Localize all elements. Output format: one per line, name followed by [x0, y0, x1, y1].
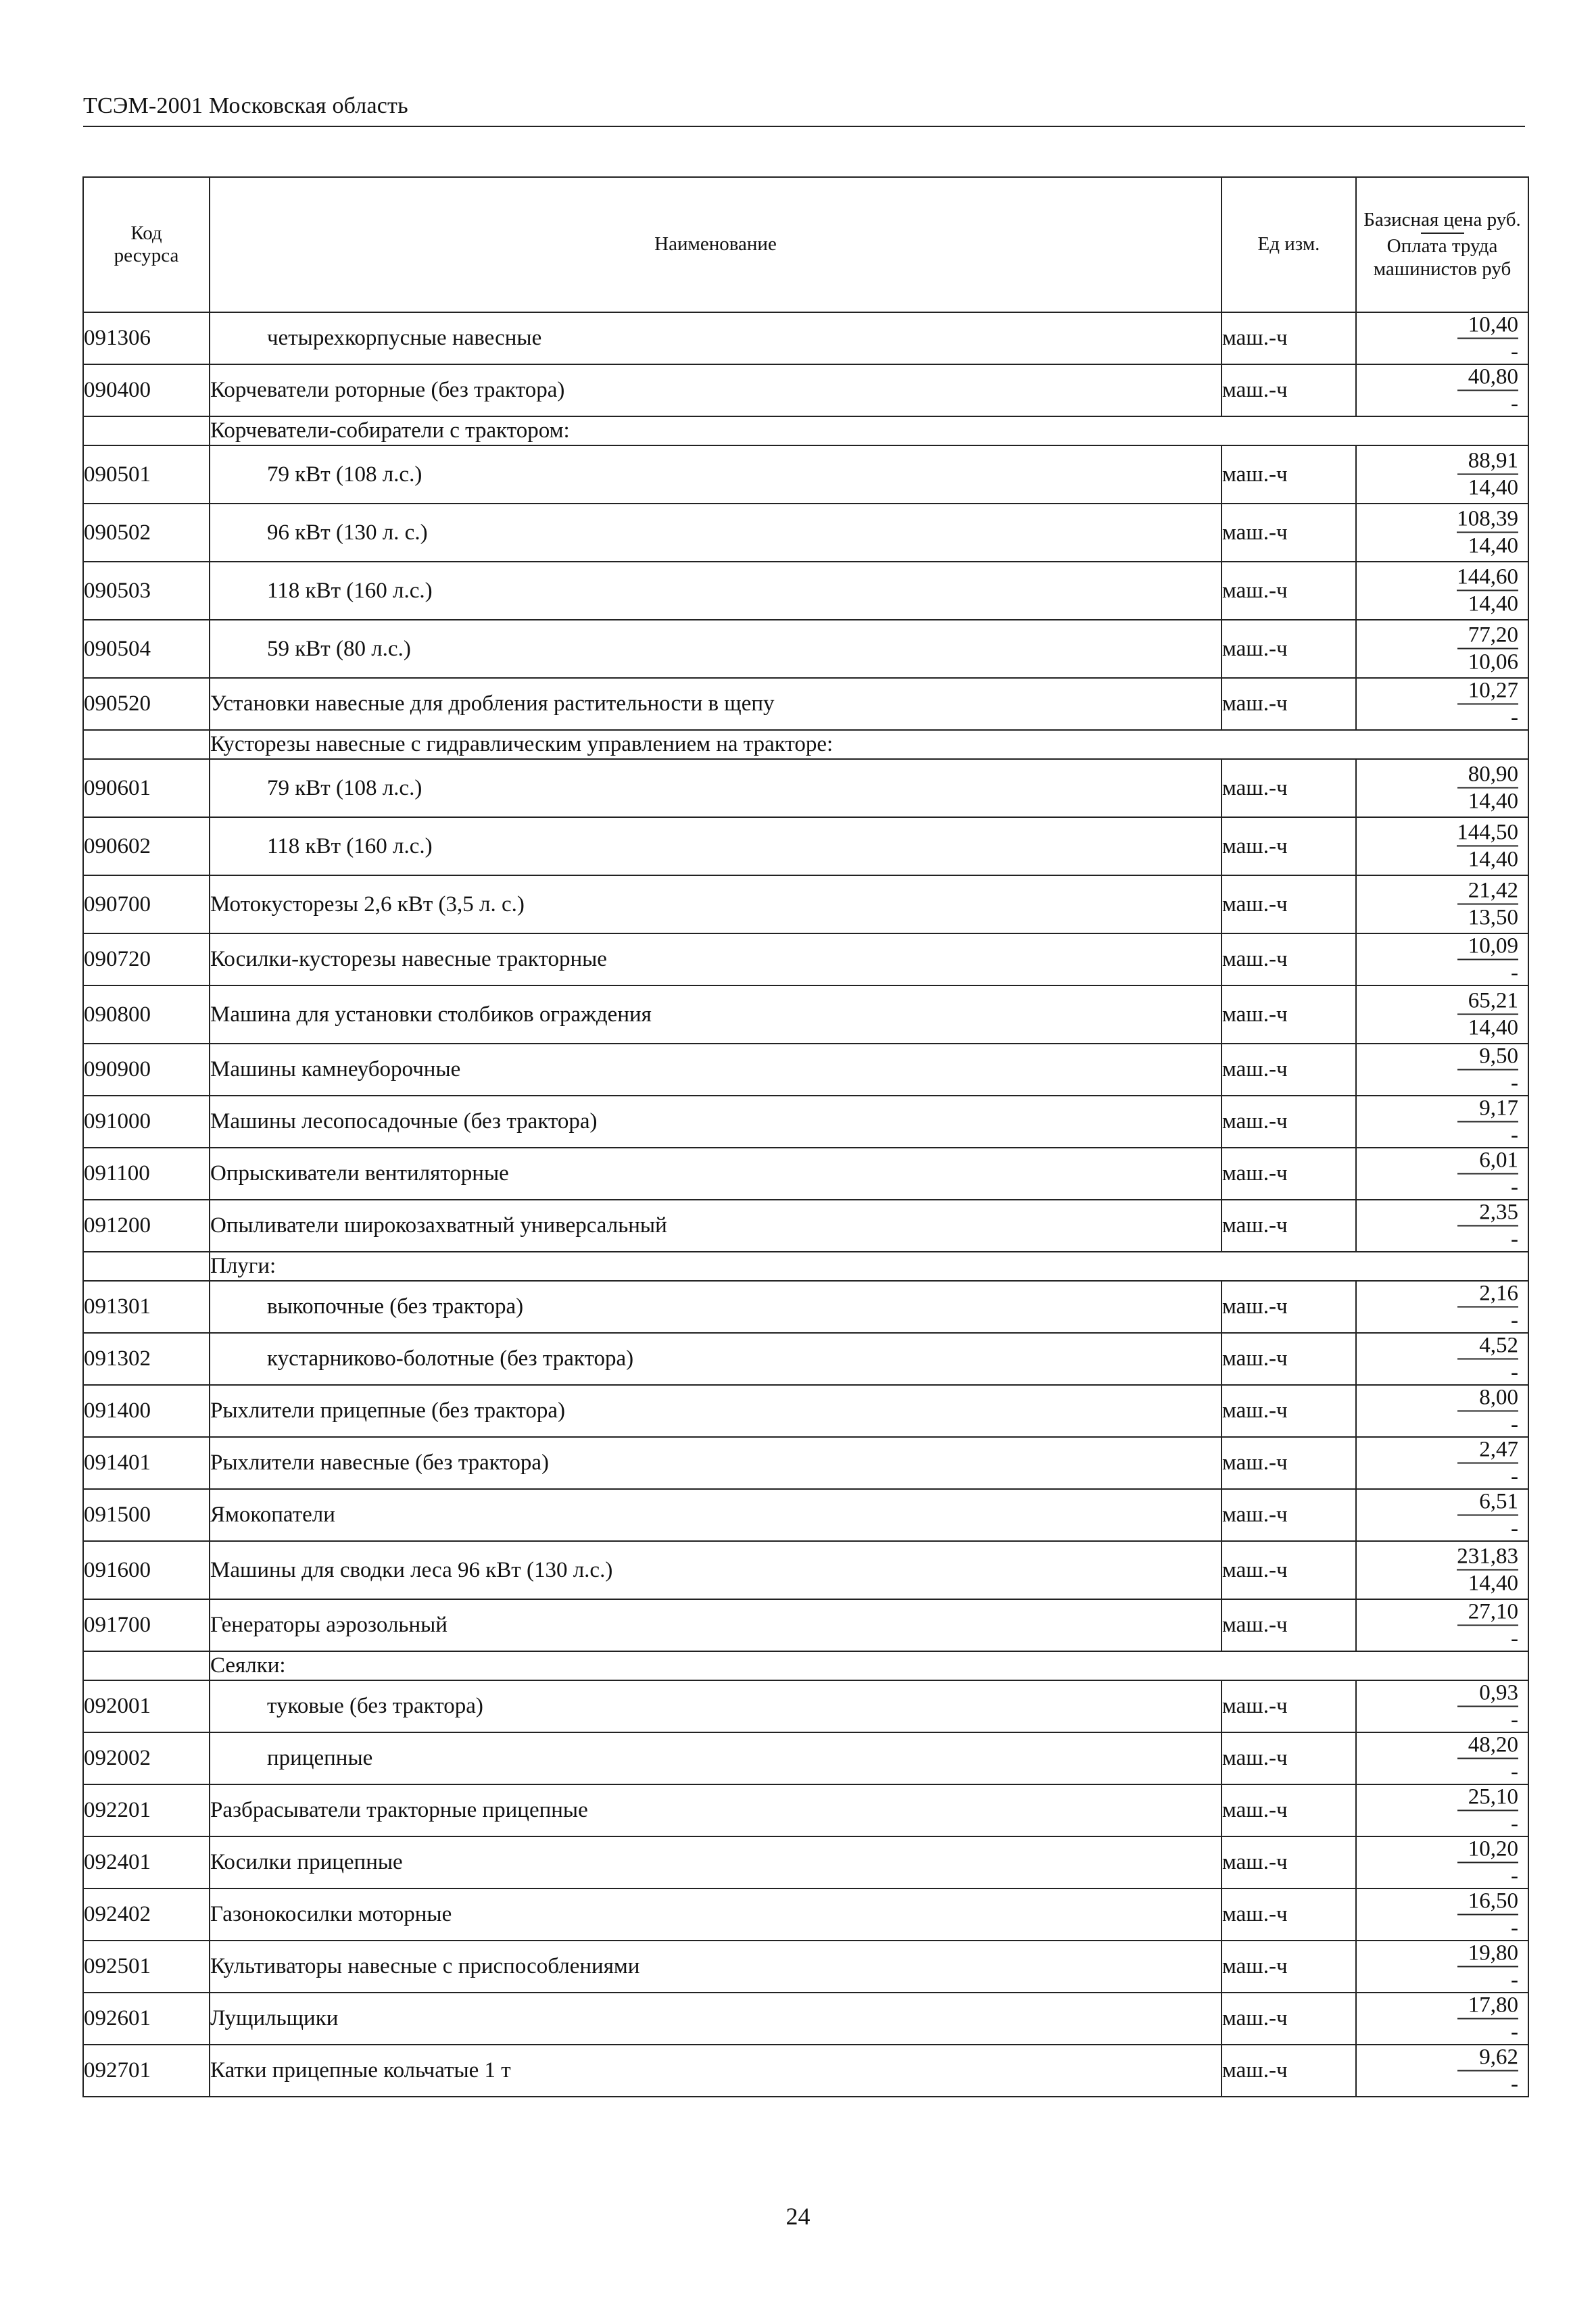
- resource-code: 092002: [83, 1732, 210, 1784]
- price-fraction: [1457, 1942, 1518, 1991]
- resource-code: 090501: [83, 445, 210, 504]
- operator-pay: -: [1511, 339, 1518, 364]
- group-code-cell: [83, 416, 210, 445]
- table-row: [83, 1941, 1528, 1993]
- operator-pay: 14,40: [1468, 789, 1518, 814]
- table-row: [83, 1200, 1528, 1252]
- table-group-row: [83, 416, 1528, 445]
- resource-name: Машины для сводки леса 96 кВт (130 л.с.): [210, 1541, 1222, 1599]
- resource-name: Опыливатели широкозахватный универсальный: [210, 1200, 1222, 1252]
- resource-name: выкопочные (без трактора): [210, 1281, 1222, 1333]
- column-header-price-base: Базисная цена руб.: [1363, 208, 1521, 230]
- resource-name: Рыхлители прицепные (без трактора): [210, 1385, 1222, 1437]
- table-row: [83, 1888, 1528, 1941]
- group-title: Корчеватели-собиратели с трактором:: [210, 416, 1528, 445]
- document-header: ТСЭМ-2001 Московская область: [83, 93, 408, 118]
- operator-pay: -: [1511, 1464, 1518, 1488]
- operator-pay: -: [1511, 391, 1518, 416]
- resource-code: 091200: [83, 1200, 210, 1252]
- resource-unit: маш.-ч: [1222, 1993, 1356, 2045]
- operator-pay: -: [1511, 1811, 1518, 1836]
- resource-name: прицепные: [210, 1732, 1222, 1784]
- price-fraction: [1457, 1682, 1518, 1731]
- resource-name: 118 кВт (160 л.с.): [210, 562, 1222, 620]
- table-row: [83, 1732, 1528, 1784]
- table-row: [83, 875, 1528, 933]
- base-price: 2,16: [1457, 1282, 1518, 1307]
- operator-pay: -: [1511, 2072, 1518, 2096]
- table-group-row: [83, 730, 1528, 759]
- resource-price-cell: [1356, 1732, 1528, 1784]
- resource-code: 090900: [83, 1044, 210, 1096]
- resource-price-cell: [1356, 1941, 1528, 1993]
- base-price: 21,42: [1457, 880, 1518, 905]
- resource-name: Машина для установки столбиков ограждения: [210, 985, 1222, 1044]
- resource-unit: маш.-ч: [1222, 678, 1356, 730]
- resource-code: 092402: [83, 1888, 210, 1941]
- table-row: [83, 445, 1528, 504]
- resource-unit: маш.-ч: [1222, 985, 1356, 1044]
- table-row: [83, 1333, 1528, 1385]
- resource-unit: маш.-ч: [1222, 875, 1356, 933]
- price-fraction: [1457, 764, 1518, 813]
- resource-code: 092401: [83, 1836, 210, 1888]
- price-fraction: [1457, 566, 1518, 616]
- resource-price-cell: [1356, 985, 1528, 1044]
- table-row: [83, 1044, 1528, 1096]
- base-price: 27,10: [1457, 1601, 1518, 1626]
- resource-unit: маш.-ч: [1222, 2045, 1356, 2097]
- resource-unit: маш.-ч: [1222, 562, 1356, 620]
- price-fraction: [1457, 1097, 1518, 1146]
- resource-name: 79 кВт (108 л.с.): [210, 445, 1222, 504]
- resource-unit: маш.-ч: [1222, 1044, 1356, 1096]
- base-price: 10,20: [1457, 1838, 1518, 1863]
- group-code-cell: [83, 1252, 210, 1281]
- base-price: 9,62: [1457, 2046, 1518, 2071]
- base-price: 17,80: [1457, 1994, 1518, 2019]
- price-fraction: [1457, 366, 1518, 415]
- resource-code: 090700: [83, 875, 210, 933]
- price-fraction: [1457, 822, 1518, 871]
- resource-unit: маш.-ч: [1222, 1333, 1356, 1385]
- resource-code: 091700: [83, 1599, 210, 1651]
- resource-price-cell: [1356, 933, 1528, 985]
- table-row: [83, 364, 1528, 416]
- resource-unit: маш.-ч: [1222, 1732, 1356, 1784]
- table-row: [83, 985, 1528, 1044]
- table-row: [83, 817, 1528, 875]
- base-price: 10,27: [1457, 679, 1518, 704]
- resource-price-cell: [1356, 1680, 1528, 1732]
- resource-unit: маш.-ч: [1222, 1437, 1356, 1489]
- resource-unit: маш.-ч: [1222, 1148, 1356, 1200]
- resource-name: Мотокусторезы 2,6 кВт (3,5 л. с.): [210, 875, 1222, 933]
- resource-price-cell: [1356, 1385, 1528, 1437]
- resource-price-cell: [1356, 312, 1528, 364]
- resource-price-cell: [1356, 1599, 1528, 1651]
- table-row: [83, 620, 1528, 678]
- price-fraction: [1457, 1438, 1518, 1488]
- operator-pay: -: [1511, 1626, 1518, 1651]
- base-price: 16,50: [1457, 1890, 1518, 1915]
- base-price: 25,10: [1457, 1786, 1518, 1811]
- resource-code: 091600: [83, 1541, 210, 1599]
- base-price: 77,20: [1457, 625, 1518, 650]
- resource-price-cell: [1356, 1096, 1528, 1148]
- base-price: 0,93: [1457, 1682, 1518, 1707]
- column-header-name: Наименование: [210, 177, 1222, 312]
- resource-code: 090502: [83, 504, 210, 562]
- table-row: [83, 678, 1528, 730]
- group-title: Сеялки:: [210, 1651, 1528, 1680]
- resource-price-cell: [1356, 620, 1528, 678]
- table-row: [83, 1489, 1528, 1541]
- resource-unit: маш.-ч: [1222, 1888, 1356, 1941]
- resource-name: 96 кВт (130 л. с.): [210, 504, 1222, 562]
- resource-code: 090400: [83, 364, 210, 416]
- base-price: 88,91: [1457, 450, 1518, 475]
- base-price: 10,09: [1457, 935, 1518, 960]
- base-price: 19,80: [1457, 1942, 1518, 1967]
- resource-unit: маш.-ч: [1222, 312, 1356, 364]
- price-fraction: [1457, 1201, 1518, 1250]
- price-fraction: [1457, 1838, 1518, 1887]
- resource-price-cell: [1356, 1784, 1528, 1836]
- resource-code: 092501: [83, 1941, 210, 1993]
- base-price: 144,50: [1457, 822, 1518, 847]
- resource-price-cell: [1356, 759, 1528, 817]
- resource-price-cell: [1356, 1333, 1528, 1385]
- table-group-row: [83, 1651, 1528, 1680]
- price-fraction: [1457, 1734, 1518, 1783]
- operator-pay: -: [1511, 2020, 1518, 2044]
- table-row: [83, 1836, 1528, 1888]
- resource-name: Генераторы аэрозольный: [210, 1599, 1222, 1651]
- base-price: 4,52: [1457, 1334, 1518, 1359]
- column-header-unit: Ед изм.: [1222, 177, 1356, 312]
- resource-name: Разбрасыватели тракторные прицепные: [210, 1784, 1222, 1836]
- resource-price-cell: [1356, 875, 1528, 933]
- resource-name: четырехкорпусные навесные: [210, 312, 1222, 364]
- price-fraction: [1457, 880, 1518, 929]
- resource-price-cell: [1356, 678, 1528, 730]
- base-price: 80,90: [1457, 764, 1518, 789]
- resource-code: 092201: [83, 1784, 210, 1836]
- price-fraction: [1457, 679, 1518, 729]
- resource-price-cell: [1356, 1437, 1528, 1489]
- price-fraction: [1457, 1890, 1518, 1939]
- column-header-code-label: Код ресурса: [114, 222, 179, 266]
- price-fraction: [1457, 935, 1518, 984]
- base-price: 9,17: [1457, 1097, 1518, 1122]
- operator-pay: -: [1511, 1175, 1518, 1199]
- resource-price-cell: [1356, 1836, 1528, 1888]
- resource-unit: маш.-ч: [1222, 1941, 1356, 1993]
- table-row: [83, 562, 1528, 620]
- resource-name: 118 кВт (160 л.с.): [210, 817, 1222, 875]
- resource-price-cell: [1356, 1541, 1528, 1599]
- operator-pay: 14,40: [1468, 1015, 1518, 1040]
- operator-pay: 14,40: [1468, 847, 1518, 872]
- table-row: [83, 1437, 1528, 1489]
- base-price: 2,47: [1457, 1438, 1518, 1463]
- resource-name: кустарниково-болотные (без трактора): [210, 1333, 1222, 1385]
- resource-unit: маш.-ч: [1222, 504, 1356, 562]
- price-fraction: [1457, 314, 1518, 363]
- resource-code: 090720: [83, 933, 210, 985]
- resource-name: Косилки-кусторезы навесные тракторные: [210, 933, 1222, 985]
- group-title: Плуги:: [210, 1252, 1528, 1281]
- header-rule: [83, 126, 1525, 127]
- table-row: [83, 759, 1528, 817]
- resource-price-cell: [1356, 1888, 1528, 1941]
- resource-price-cell: [1356, 504, 1528, 562]
- resource-name: Ямокопатели: [210, 1489, 1222, 1541]
- resource-code: 090503: [83, 562, 210, 620]
- table-header-row: [83, 177, 1528, 312]
- table-row: [83, 1784, 1528, 1836]
- resource-unit: маш.-ч: [1222, 1836, 1356, 1888]
- operator-pay: -: [1511, 1759, 1518, 1784]
- resource-price-cell: [1356, 1281, 1528, 1333]
- resource-name: Установки навесные для дробления растительности в щепу: [210, 678, 1222, 730]
- resource-name: Газонокосилки моторные: [210, 1888, 1222, 1941]
- resource-unit: маш.-ч: [1222, 1200, 1356, 1252]
- resource-unit: маш.-ч: [1222, 933, 1356, 985]
- resource-unit: маш.-ч: [1222, 1281, 1356, 1333]
- column-header-price-pay: Оплата труда машинистов руб: [1373, 235, 1512, 280]
- resource-name: Катки прицепные кольчатые 1 т: [210, 2045, 1222, 2097]
- operator-pay: -: [1511, 960, 1518, 985]
- resource-code: 092601: [83, 1993, 210, 2045]
- operator-pay: 14,40: [1468, 533, 1518, 558]
- resource-code: 091301: [83, 1281, 210, 1333]
- resource-code: 091401: [83, 1437, 210, 1489]
- table-row: [83, 312, 1528, 364]
- price-fraction: [1457, 1386, 1518, 1436]
- resource-code: 090504: [83, 620, 210, 678]
- table-row: [83, 933, 1528, 985]
- resource-unit: маш.-ч: [1222, 759, 1356, 817]
- base-price: 10,40: [1457, 314, 1518, 339]
- resource-unit: маш.-ч: [1222, 620, 1356, 678]
- price-fraction: [1457, 990, 1518, 1040]
- price-fraction: [1457, 1045, 1518, 1094]
- base-price: 231,83: [1457, 1546, 1518, 1571]
- resource-unit: маш.-ч: [1222, 445, 1356, 504]
- resource-unit: маш.-ч: [1222, 1784, 1356, 1836]
- base-price: 8,00: [1457, 1386, 1518, 1411]
- resource-code: 091000: [83, 1096, 210, 1148]
- resource-name: туковые (без трактора): [210, 1680, 1222, 1732]
- column-header-price: [1356, 177, 1528, 312]
- page-number: 24: [785, 2203, 811, 2230]
- resource-code: 090602: [83, 817, 210, 875]
- price-fraction: [1457, 1546, 1518, 1595]
- resource-table: [82, 176, 1529, 2097]
- resource-price-cell: [1356, 817, 1528, 875]
- operator-pay: 10,06: [1468, 650, 1518, 675]
- resource-name: Машины лесопосадочные (без трактора): [210, 1096, 1222, 1148]
- price-fraction: [1457, 625, 1518, 674]
- operator-pay: 14,40: [1468, 591, 1518, 616]
- resource-code: 090800: [83, 985, 210, 1044]
- resource-price-cell: [1356, 2045, 1528, 2097]
- operator-pay: -: [1511, 1968, 1518, 1992]
- price-fraction: [1457, 2046, 1518, 2095]
- resource-name: Лущильщики: [210, 1993, 1222, 2045]
- base-price: 108,39: [1457, 508, 1518, 533]
- group-code-cell: [83, 1651, 210, 1680]
- table-row: [83, 1993, 1528, 2045]
- operator-pay: -: [1511, 705, 1518, 729]
- price-fraction: [1457, 508, 1518, 558]
- resource-code: 092001: [83, 1680, 210, 1732]
- table-row: [83, 1148, 1528, 1200]
- operator-pay: -: [1511, 1360, 1518, 1384]
- resource-code: 092701: [83, 2045, 210, 2097]
- resource-unit: маш.-ч: [1222, 1096, 1356, 1148]
- resource-price-cell: [1356, 1200, 1528, 1252]
- resource-unit: маш.-ч: [1222, 1541, 1356, 1599]
- table-group-row: [83, 1252, 1528, 1281]
- group-code-cell: [83, 730, 210, 759]
- table-row: [83, 1541, 1528, 1599]
- resource-code: 091100: [83, 1148, 210, 1200]
- table-row: [83, 1385, 1528, 1437]
- base-price: 2,35: [1457, 1201, 1518, 1226]
- resource-name: Рыхлители навесные (без трактора): [210, 1437, 1222, 1489]
- base-price: 48,20: [1457, 1734, 1518, 1759]
- operator-pay: -: [1511, 1227, 1518, 1251]
- operator-pay: -: [1511, 1707, 1518, 1732]
- operator-pay: 14,40: [1468, 1571, 1518, 1596]
- resource-name: Косилки прицепные: [210, 1836, 1222, 1888]
- resource-code: 090520: [83, 678, 210, 730]
- price-fraction: [1457, 1282, 1518, 1332]
- base-price: 40,80: [1457, 366, 1518, 391]
- resource-name: 79 кВт (108 л.с.): [210, 759, 1222, 817]
- column-header-code: [83, 177, 210, 312]
- operator-pay: 13,50: [1468, 905, 1518, 930]
- resource-unit: маш.-ч: [1222, 1385, 1356, 1437]
- table-row: [83, 1680, 1528, 1732]
- operator-pay: -: [1511, 1308, 1518, 1332]
- price-fraction: [1457, 1490, 1518, 1540]
- group-title: Кусторезы навесные с гидравлическим управлением на тракторе:: [210, 730, 1528, 759]
- operator-pay: -: [1511, 1863, 1518, 1888]
- base-price: 144,60: [1457, 566, 1518, 591]
- table-row: [83, 504, 1528, 562]
- price-fraction: [1457, 1601, 1518, 1650]
- resource-unit: маш.-ч: [1222, 817, 1356, 875]
- resource-name: Опрыскиватели вентиляторные: [210, 1148, 1222, 1200]
- resource-unit: маш.-ч: [1222, 1599, 1356, 1651]
- base-price: 6,01: [1457, 1149, 1518, 1174]
- table-body: [83, 312, 1528, 2097]
- table-row: [83, 1599, 1528, 1651]
- operator-pay: 14,40: [1468, 475, 1518, 500]
- resource-unit: маш.-ч: [1222, 364, 1356, 416]
- resource-price-cell: [1356, 1044, 1528, 1096]
- operator-pay: -: [1511, 1071, 1518, 1095]
- resource-price-cell: [1356, 364, 1528, 416]
- price-fraction: [1457, 1994, 1518, 2043]
- operator-pay: -: [1511, 1916, 1518, 1940]
- operator-pay: -: [1511, 1516, 1518, 1540]
- operator-pay: -: [1511, 1412, 1518, 1436]
- resource-price-cell: [1356, 1993, 1528, 2045]
- resource-code: 090601: [83, 759, 210, 817]
- resource-code: 091302: [83, 1333, 210, 1385]
- resource-price-cell: [1356, 562, 1528, 620]
- resource-price-cell: [1356, 1489, 1528, 1541]
- resource-unit: маш.-ч: [1222, 1680, 1356, 1732]
- resource-price-cell: [1356, 1148, 1528, 1200]
- resource-name: Культиваторы навесные с приспособлениями: [210, 1941, 1222, 1993]
- price-fraction: [1457, 1334, 1518, 1384]
- price-fraction: [1457, 1786, 1518, 1835]
- table-row: [83, 2045, 1528, 2097]
- resource-code: 091400: [83, 1385, 210, 1437]
- resource-price-cell: [1356, 445, 1528, 504]
- operator-pay: -: [1511, 1123, 1518, 1147]
- price-fraction: [1457, 450, 1518, 499]
- resource-name: Корчеватели роторные (без трактора): [210, 364, 1222, 416]
- base-price: 65,21: [1457, 990, 1518, 1015]
- resource-unit: маш.-ч: [1222, 1489, 1356, 1541]
- resource-code: 091500: [83, 1489, 210, 1541]
- column-header-price-divider: [1421, 233, 1464, 234]
- resource-name: Машины камнеуборочные: [210, 1044, 1222, 1096]
- base-price: 9,50: [1457, 1045, 1518, 1070]
- table-row: [83, 1096, 1528, 1148]
- price-fraction: [1457, 1149, 1518, 1198]
- table-row: [83, 1281, 1528, 1333]
- resource-code: 091306: [83, 312, 210, 364]
- base-price: 6,51: [1457, 1490, 1518, 1515]
- resource-name: 59 кВт (80 л.с.): [210, 620, 1222, 678]
